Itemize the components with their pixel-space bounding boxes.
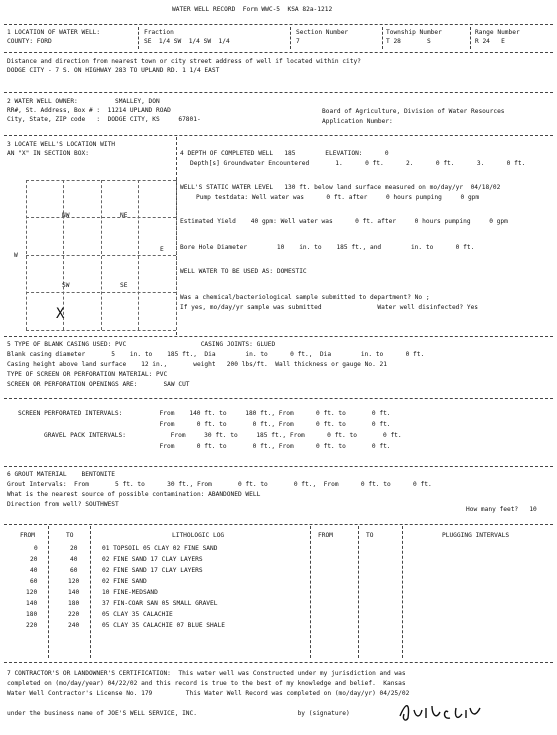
owner-city: City, State, ZIP code : DODGE CITY, KS 67801- xyxy=(7,116,201,123)
log-cell-from: 140 xyxy=(26,600,38,607)
township-value: T 28 S xyxy=(386,38,431,45)
divider xyxy=(470,27,471,49)
log-cell-desc: 02 FINE SAND 17 CLAY LAYERS xyxy=(102,556,203,563)
direction-line: Direction from well? SOUTHWEST xyxy=(7,501,119,508)
divider xyxy=(4,662,553,663)
range-value: R 24 E xyxy=(475,38,505,45)
range-label: Range Number xyxy=(475,29,520,36)
grout-intervals-line: Grout Intervals: From 5 ft. to 30 ft., From 0 ft. to 0 ft., From 0 ft. to 0 ft. xyxy=(7,481,432,488)
grout-material-line: 6 GROUT MATERIAL BENTONITE xyxy=(7,471,116,478)
fraction-label: Fraction xyxy=(144,29,174,36)
application-number-label: Application Number: xyxy=(322,118,393,125)
log-cell-desc: 05 CLAY 35 CALACHIE xyxy=(102,611,173,618)
screen-intervals-line-2: From 0 ft. to 0 ft., From 0 ft. to 0 ft. xyxy=(18,421,391,428)
log-header-to: TO xyxy=(66,532,74,539)
groundwater-line: Depth[s] Groundwater Encountered 1. 0 ft. 2. 0 ft. 3. 0 ft. xyxy=(190,160,526,167)
screen-material-line: TYPE OF SCREEN OR PERFORATION MATERIAL: PVC xyxy=(7,371,168,378)
fraction-value: SE 1/4 SW 1/4 SW 1/4 xyxy=(144,38,230,45)
log-cell-to: 60 xyxy=(70,567,78,574)
casing-height-line: Casing height above land surface 12 in., weight 200 lbs/ft. Wall thickness or gauge No. 21 xyxy=(7,361,387,368)
county-label: COUNTY: FORD xyxy=(7,38,52,45)
divider xyxy=(4,92,553,93)
estimated-yield-line: Estimated Yield 40 gpm: Well water was 0 ft. after 0 hours pumping 0 gpm xyxy=(180,218,508,225)
divider xyxy=(138,27,139,49)
divider xyxy=(4,52,553,53)
log-header-from: FROM xyxy=(20,532,35,539)
log-cell-desc: 05 CLAY 35 CALACHIE 07 BLUE SHALE xyxy=(102,622,225,629)
log-cell-desc: 01 TOPSOIL 05 CLAY 02 FINE SAND xyxy=(102,545,218,552)
divider xyxy=(402,526,403,658)
log-cell-from: 120 xyxy=(26,589,38,596)
divider xyxy=(358,526,359,658)
divider xyxy=(290,27,291,49)
w-label: W xyxy=(14,252,18,259)
certification-line-2: completed on (mo/day/year) 04/22/02 and this record is true to the best of my knowledge and belief. Kansas xyxy=(7,680,406,687)
distance-answer: DODGE CITY - 7 S. ON HIGHWAY 283 TO UPLAND RD. 1 1/4 EAST xyxy=(7,67,220,74)
bore-hole-line: Bore Hole Diameter 10 in. to 185 ft., and in. to 0 ft. xyxy=(180,244,475,251)
contamination-line: What is the nearest source of possible contamination: ABANDONED WELL xyxy=(7,491,261,498)
pump-testdata-line: Pump testdata: Well water was 0 ft. after 0 hours pumping 0 gpm xyxy=(196,194,480,201)
well-location-mark: X xyxy=(56,306,65,322)
gravel-pack-line-2: From 0 ft. to 0 ft., From 0 ft. to 0 ft. xyxy=(18,443,391,450)
sw-label: SW xyxy=(62,282,70,289)
log-cell-from: 0 xyxy=(34,545,38,552)
log-header-from-2: FROM xyxy=(318,532,333,539)
board-label: Board of Agriculture, Division of Water Resources xyxy=(322,108,505,115)
log-cell-desc: 37 FIN-COAR SAN 05 SMALL GRAVEL xyxy=(102,600,218,607)
log-cell-to: 20 xyxy=(70,545,78,552)
section-grid xyxy=(26,180,176,330)
owner-name: 2 WATER WELL OWNER: SMALLEY, DON xyxy=(7,98,160,105)
screen-openings-line: SCREEN OR PERFORATION OPENINGS ARE: SAW CUT xyxy=(7,381,190,388)
log-cell-desc: 02 FINE SAND xyxy=(102,578,147,585)
divider xyxy=(4,524,553,525)
log-cell-to: 40 xyxy=(70,556,78,563)
log-cell-from: 60 xyxy=(30,578,38,585)
how-many-feet: How many feet? 10 xyxy=(466,506,537,513)
log-cell-to: 240 xyxy=(68,622,80,629)
static-level-line: WELL'S STATIC WATER LEVEL 130 ft. below land surface measured on mo/day/yr 04/18/02 xyxy=(180,184,501,191)
gravel-pack-line-1: GRAVEL PACK INTERVALS: From 30 ft. to 185 ft., From 0 ft. to 0 ft. xyxy=(44,432,402,439)
log-cell-from: 220 xyxy=(26,622,38,629)
sample-date-line: If yes, mo/day/yr sample was submitted Water well disinfected? Yes xyxy=(180,304,479,311)
distance-question: Distance and direction from nearest town or city street address of well if located within city? xyxy=(7,58,361,65)
locate-well-label: 3 LOCATE WELL'S LOCATION WITH xyxy=(7,141,116,148)
log-cell-to: 120 xyxy=(68,578,80,585)
log-header-to-2: TO xyxy=(366,532,374,539)
log-cell-from: 40 xyxy=(30,567,38,574)
log-header-plugging: PLUGGING INTERVALS xyxy=(442,532,510,539)
log-cell-to: 220 xyxy=(68,611,80,618)
divider xyxy=(382,27,383,49)
water-use-line: WELL WATER TO BE USED AS: DOMESTIC xyxy=(180,268,307,275)
divider xyxy=(4,135,553,136)
certification-line-3: Water Well Contractor's License No. 179 This Water Well Record was completed on (mo/day/yr) 04/25/02 xyxy=(7,690,410,697)
divider xyxy=(310,526,311,658)
divider xyxy=(4,24,553,25)
signature xyxy=(396,698,486,724)
divider xyxy=(4,466,553,467)
divider xyxy=(90,526,91,658)
ne-label: NE xyxy=(120,212,128,219)
casing-type-line: 5 TYPE OF BLANK CASING USED: PVC CASING JOINTS: GLUED xyxy=(7,341,276,348)
casing-diameter-line: Blank casing diameter 5 in. to 185 ft., Dia in. to 0 ft., Dia in. to 0 ft. xyxy=(7,351,425,358)
divider xyxy=(4,398,553,399)
log-cell-from: 180 xyxy=(26,611,38,618)
form-title: WATER WELL RECORD Form WWC-5 KSA 82a-1212 xyxy=(172,6,333,13)
divider xyxy=(48,526,49,658)
e-label: E xyxy=(160,246,164,253)
log-header-lithologic: LITHOLOGIC LOG xyxy=(172,532,225,539)
section-number-label: Section Number xyxy=(296,29,349,36)
screen-intervals-line-1: SCREEN PERFORATED INTERVALS: From 140 ft. to 180 ft., From 0 ft. to 0 ft. xyxy=(18,410,391,417)
location-label: 1 LOCATION OF WATER WELL: xyxy=(7,29,101,36)
section-number-value: 7 xyxy=(296,38,300,45)
log-cell-to: 180 xyxy=(68,600,80,607)
section-box-label: AN "X" IN SECTION BOX: xyxy=(7,150,89,157)
chemical-sample-line: Was a chemical/bacteriological sample submitted to department? No ; xyxy=(180,294,430,301)
township-label: Township Number xyxy=(386,29,442,36)
log-cell-from: 20 xyxy=(30,556,38,563)
log-cell-desc: 10 FINE-MEDSAND xyxy=(102,589,158,596)
certification-line-4: under the business name of JOE'S WELL SERVICE, INC. by (signature) xyxy=(7,710,350,717)
certification-line-1: 7 CONTRACTOR'S OR LANDOWNER'S CERTIFICATION: This water well was Constructed under my jurisdiction and was xyxy=(7,670,406,677)
owner-address: RR#, St. Address, Box # : 11214 UPLAND ROAD xyxy=(7,107,171,114)
log-cell-to: 140 xyxy=(68,589,80,596)
depth-line: 4 DEPTH OF COMPLETED WELL 185 ELEVATION: 0 xyxy=(180,150,389,157)
nw-label: NW xyxy=(62,212,70,219)
log-cell-desc: 02 FINE SAND 17 CLAY LAYERS xyxy=(102,567,203,574)
divider xyxy=(4,336,553,337)
se-label: SE xyxy=(120,282,128,289)
